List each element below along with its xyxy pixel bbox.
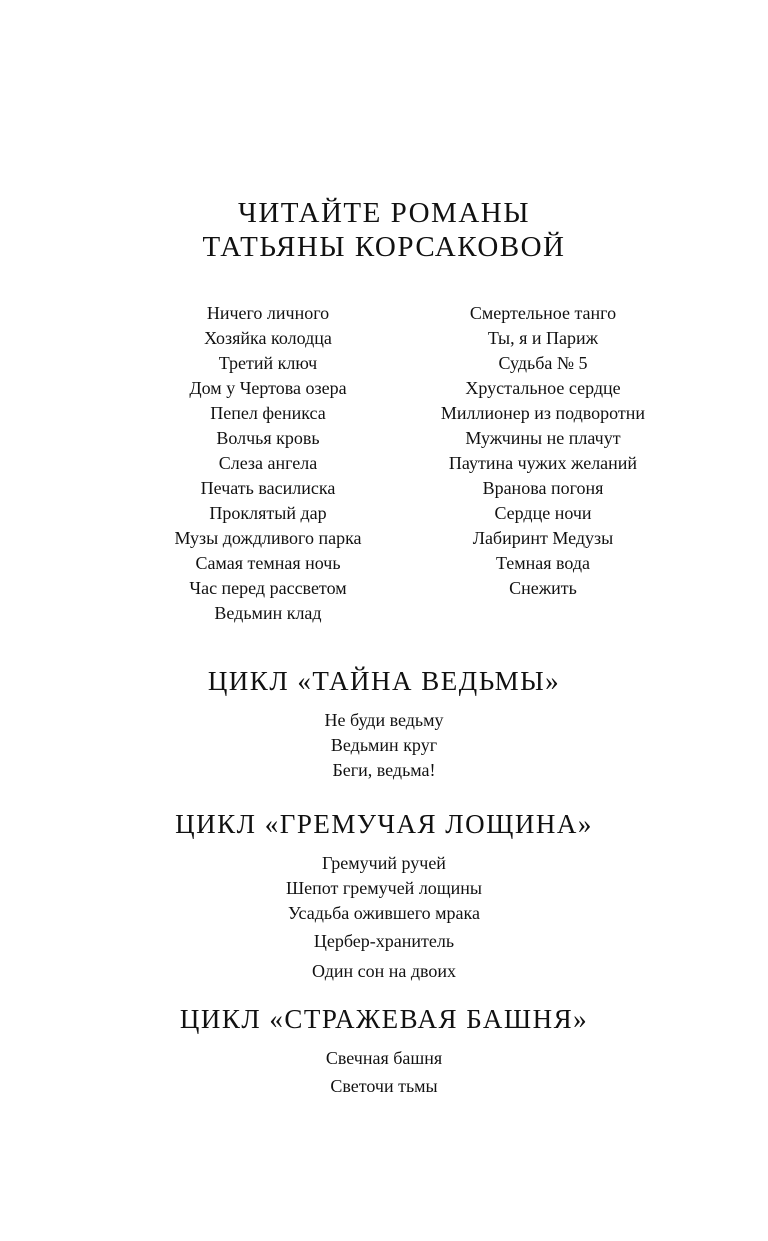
cycle-book-list [0,1046,768,1099]
book-title: Паутина чужих желаний [448,453,638,473]
book-title: Мужчины не плачут [465,428,621,448]
book-title: Волчья кровь [216,428,320,448]
book-title: Хозяйка колодца [204,328,332,348]
page-title-line-2: ТАТЬЯНЫ КОРСАКОВОЙ [202,231,566,263]
book-title: Шепот гремучей лощины [285,878,483,898]
book-title: Цербер-хранитель [313,931,455,951]
book-title: Печать василиска [200,478,336,498]
book-title: Проклятый дар [209,503,327,523]
cycle-heading: ЦИКЛ «ГРЕМУЧАЯ ЛОЩИНА» [175,809,593,839]
book-title: Музы дождливого парка [174,528,362,548]
cycle-heading: ЦИКЛ «ТАЙНА ВЕДЬМЫ» [207,666,561,696]
book-title: Лабиринт Медузы [472,528,614,548]
cycle-guard-tower [0,1003,768,1099]
cycle-book-list [0,851,768,984]
novels-right-column [408,301,678,601]
book-title: Миллионер из подворотни [440,403,646,423]
book-title: Третий ключ [218,353,318,373]
book-title: Свечная башня [325,1048,443,1068]
book-title: Вранова погоня [482,478,604,498]
book-title: Светочи тьмы [330,1076,438,1096]
cycle-book-list [0,708,768,783]
book-title: Ничего личного [206,303,330,323]
book-title: Гремучий ручей [322,853,446,873]
novels-left-column [130,301,406,626]
book-title: Пепел феникса [210,403,326,423]
book-title: Усадьба ожившего мрака [287,903,481,923]
cycle-witch-secret [0,665,768,783]
book-title: Беги, ведьма! [332,760,436,780]
book-title: Ты, я и Париж [487,328,599,348]
cycle-rattling-hollow [0,808,768,984]
page-title [0,196,768,264]
book-title: Ведьмин клад [214,603,322,623]
book-title: Час перед рассветом [189,578,347,598]
book-title: Хрустальное сердце [465,378,621,398]
book-title: Не буди ведьму [324,710,444,730]
book-title: Один сон на двоих [311,961,457,981]
book-title: Ведьмин круг [330,735,438,755]
book-title: Судьба № 5 [498,353,588,373]
book-title: Темная вода [495,553,591,573]
book-title: Слеза ангела [218,453,318,473]
book-title: Сердце ночи [494,503,592,523]
book-title: Самая темная ночь [195,553,341,573]
book-title: Дом у Чертова озера [189,378,347,398]
book-title: Снежить [509,578,577,598]
book-title: Смертельное танго [469,303,617,323]
page-title-line-1: ЧИТАЙТЕ РОМАНЫ [237,197,530,229]
cycle-heading: ЦИКЛ «СТРАЖЕВАЯ БАШНЯ» [179,1004,589,1034]
